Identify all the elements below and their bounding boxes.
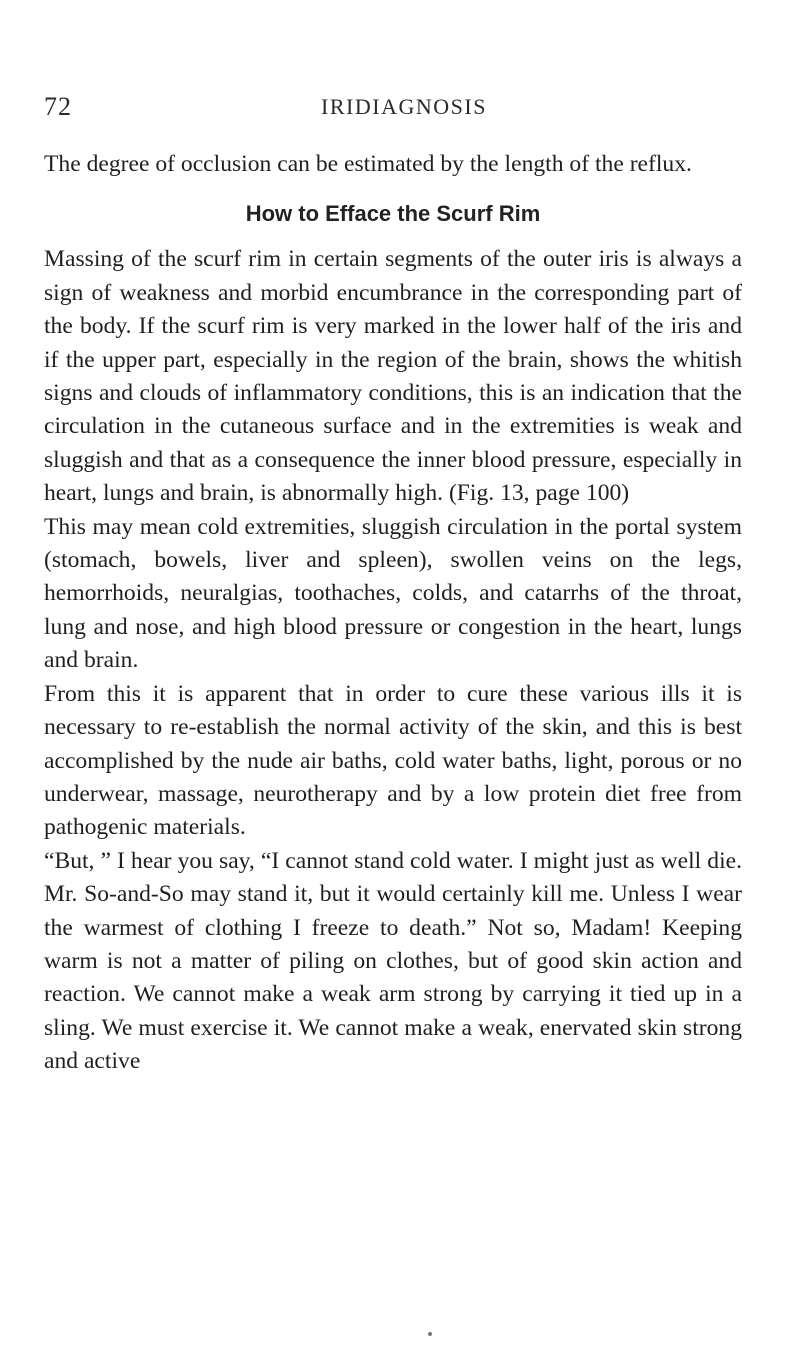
body-text: [44, 148, 742, 1079]
print-speck: [428, 1332, 432, 1336]
paragraph-4: “But, ” I hear you say, “I cannot stand cold water. I might just as well die. Mr. So-and-So may stand it, but it would certainly kill me. Unless I wear the warmest of clothing I freeze to death.” Not so, Madam! Keeping warm is not a matter of piling on clothes, but of good skin action and reaction. We cannot make a weak arm strong by carrying it tied up in a sling. We must exercise it. We cannot make a weak, enervated skin strong and active: [44, 847, 742, 1075]
section-heading: How to Efface the Scurf Rim: [245, 201, 541, 227]
paragraph-2: This may mean cold extremities, sluggish circulation in the portal system (stomach, bowels, liver and spleen), swollen veins on the legs, hemorrhoids, neuralgias, toothaches, colds, and catarrhs of the throat, lung and nose, and high blood pressure or congestion in the heart, lungs and brain.: [44, 513, 742, 674]
opening-paragraph: The degree of occlusion can be estimated by the length of the reflux.: [44, 151, 692, 177]
running-header: [44, 92, 764, 126]
paragraph-1: Massing of the scurf rim in certain segments of the outer iris is always a sign of weakness and morbid encumbrance in the corresponding part of the body. If the scurf rim is very marked in the lower half of the iris and if the upper part, especially in the region of the brain, shows the whitish signs and clouds of inflammatory conditions, this is an indication that the circulation in the cutaneous surface and in the extremities is weak and sluggish and that as a consequence the inner blood pressure, especially in heart, lungs and brain, is abnormally high. (Fig. 13, page 100): [44, 246, 742, 507]
running-title: IRIDIAGNOSIS: [321, 94, 487, 119]
page-number: 72: [44, 92, 72, 121]
paragraph-3: From this it is apparent that in order to cure these various ills it is necessary to re-establish the normal activity of the skin, and this is best accomplished by the nude air baths, cold water baths, light, porous or no underwear, massage, neurotherapy and by a low protein diet free from pathogenic materials.: [44, 680, 742, 841]
